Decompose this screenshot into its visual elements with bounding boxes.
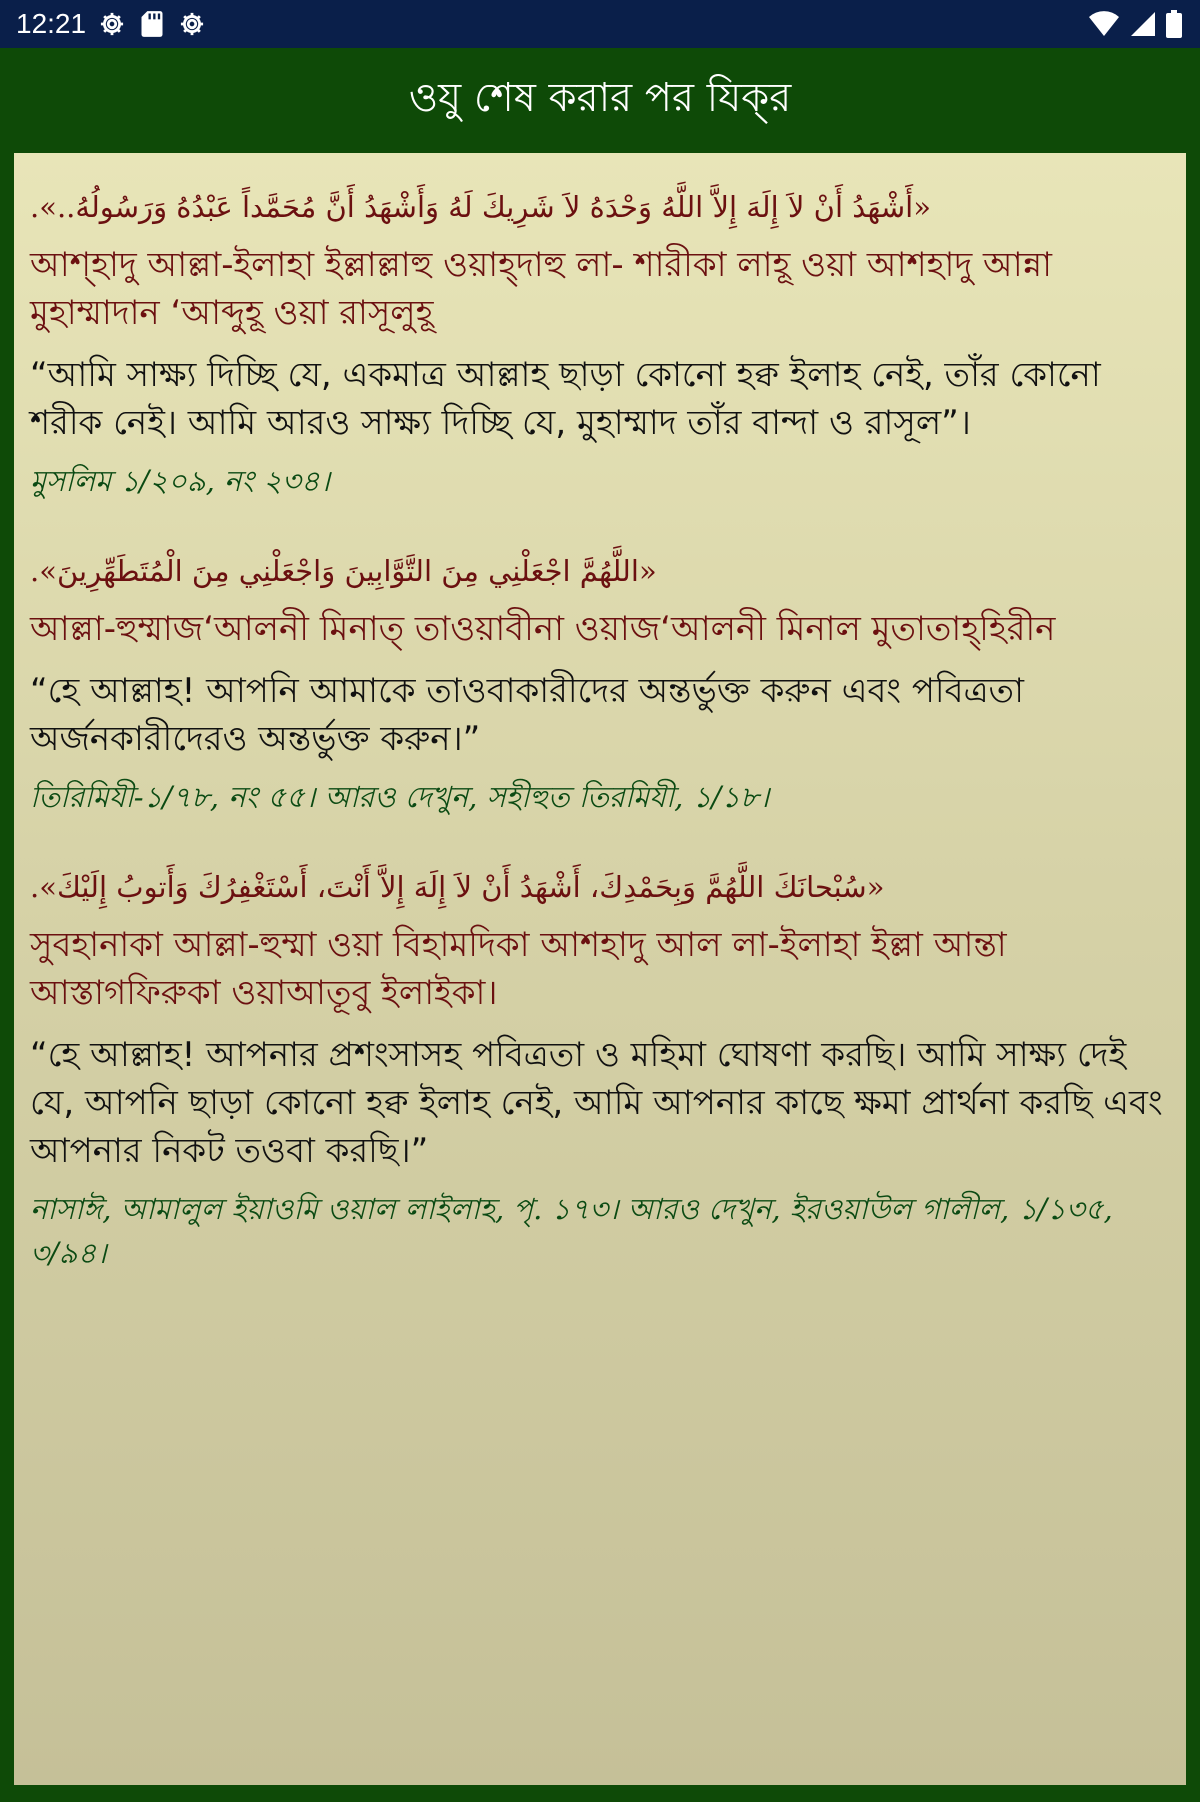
meaning-text: “হে আল্লাহ! আপনি আমাকে তাওবাকারীদের অন্তর্ভুক্ত করুন এবং পবিত্রতা অর্জনকারীদেরও অন্তর্ভুক্ত করুন।”	[30, 671, 1024, 759]
dua-block	[30, 547, 1170, 819]
status-icons-left	[98, 8, 206, 40]
meaning-text: “আমি সাক্ষ্য দিচ্ছি যে, একমাত্র আল্লাহ ছাড়া কোনো হক্ব ইলাহ নেই, তাঁর কোনো শরীক নেই। আমি আরও সাক্ষ্য দিচ্ছি যে, মুহাম্মাদ তাঁর বান্দা ও রাসূল”।	[30, 355, 1101, 443]
gear-icon	[178, 10, 206, 38]
transliteration-text: আশ্‌হাদু আল্লা-ইলাহা ইল্লাল্লাহু ওয়াহ্‌দাহু লা- শারীকা লাহূ ওয়া আশহাদু আন্না মুহাম্মাদান ‘আব্দুহূ ওয়া রাসূলুহূ	[30, 245, 1052, 333]
status-time: 12:21	[16, 8, 87, 39]
battery-icon	[1166, 10, 1182, 38]
dua-content[interactable]	[14, 153, 1186, 1785]
reference-text: নাসাঈ, আমালুল ইয়াওমি ওয়াল লাইলাহ, পৃ. ১৭৩। আরও দেখুন, ইরওয়াউল গালীল, ১/১৩৫, ৩/৯৪।	[30, 1192, 1113, 1270]
transliteration-text: সুবহানাকা আল্লা-হুম্মা ওয়া বিহামদিকা আশহাদু আল লা-ইলাহা ইল্লা আন্তা আস্তাগফিরুকা ওয়াআতূবু ইলাইকা।	[30, 925, 1007, 1013]
app-bar	[0, 48, 1200, 153]
meaning-text: “হে আল্লাহ! আপনার প্রশংসাসহ পবিত্রতা ও মহিমা ঘোষণা করছি। আমি সাক্ষ্য দেই যে, আপনি ছাড়া কোনো হক্ব ইলাহ নেই, আমি আপনার কাছে ক্ষমা প্রার্থনা করছি এবং আপনার নিকট তওবা করছি।”	[30, 1035, 1163, 1171]
arabic-text: «سُبْحانَكَ اللَّهُمَّ وَبِحَمْدِكَ، أَشْهَدُ أَنْ لاَ إِلَهَ إِلاَّ أَنْتَ، أَسْتَغْفِرُكَ وَأَتوبُ إِلَيْكَ».	[30, 870, 885, 904]
transliteration-text: আল্লা-হুম্মাজ‘আলনী মিনাত্‌ তাওয়াবীনা ওয়াজ‘আলনী মিনাল মুতাতাহ্‌হিরীন	[30, 609, 1056, 649]
wifi-icon	[1088, 11, 1120, 37]
sd-card-icon	[140, 10, 164, 38]
arabic-text: «اللَّهُمَّ اجْعَلْنِي مِنَ التَّوَّابِينَ وَاجْعَلْنِي مِنَ الْمُتَطَهِّرِينَ».	[30, 554, 657, 588]
bottom-border	[0, 1785, 1200, 1802]
cell-signal-icon	[1130, 11, 1156, 37]
gear-icon	[98, 10, 126, 38]
status-bar	[0, 0, 1200, 48]
dua-block	[30, 863, 1170, 1275]
reference-text: মুসলিম ১/২০৯, নং ২৩৪।	[30, 464, 330, 498]
page-title: ওযু শেষ করার পর যিক্‌র	[408, 75, 792, 121]
status-icons-right	[1088, 8, 1182, 40]
reference-text: তিরিমিযী-১/৭৮, নং ৫৫। আরও দেখুন, সহীহুত তিরমিযী, ১/১৮।	[30, 780, 770, 814]
dua-block	[30, 183, 1170, 503]
arabic-text: «أَشْهَدُ أَنْ لاَ إِلَهَ إِلاَّ اللَّهُ وَحْدَهُ لاَ شَرِيكَ لَهُ وَأَشْهَدُ أَنَّ مُحَمَّداً عَبْدُهُ وَرَسُولُهُ..».	[30, 190, 931, 224]
